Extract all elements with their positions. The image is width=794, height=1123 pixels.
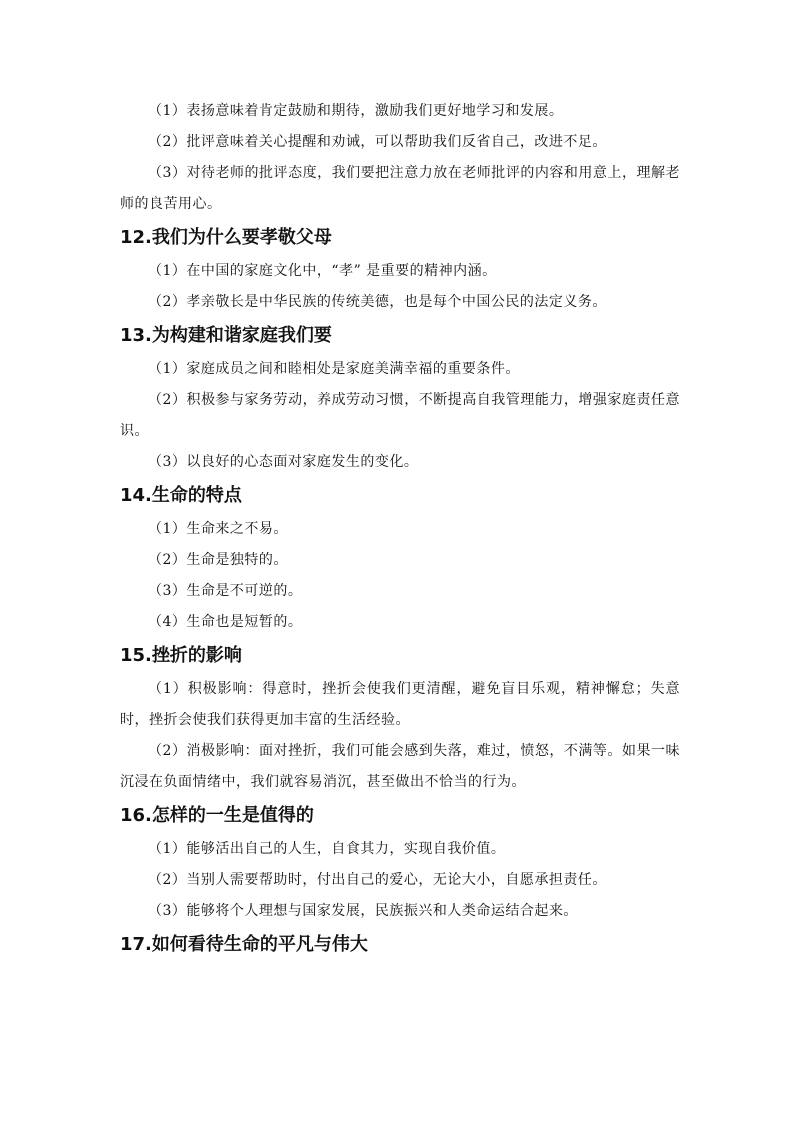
intro-paragraph-1: （1）表扬意味着肯定鼓励和期待，激励我们更好地学习和发展。 xyxy=(148,103,564,119)
section-13-item-3: （3）以良好的心态面对家庭发生的变化。 xyxy=(148,454,419,470)
section-16-item-1: （1）能够活出自己的人生，自食其力，实现自我价值。 xyxy=(148,841,506,857)
section-heading-16: 16.怎样的一生是值得的 xyxy=(120,805,314,826)
section-15-item-2: （2）消极影响：面对挫折，我们可能会感到失落，难过，愤怒，不满等。如果一味沉浸在负面情绪中，我们就容易消沉，甚至做出不恰当的行为。 xyxy=(120,743,680,790)
section-heading-17: 17.如何看待生命的平凡与伟大 xyxy=(120,934,368,955)
section-16-item-3: （3）能够将个人理想与国家发展，民族振兴和人类命运结合起来。 xyxy=(148,903,578,919)
section-14-item-4: （4）生命也是短暂的。 xyxy=(148,614,303,630)
section-13-item-1: （1）家庭成员之间和睦相处是家庭美满幸福的重要条件。 xyxy=(148,361,520,377)
section-16-item-2: （2）当别人需要帮助时，付出自己的爱心，无论大小，自愿承担责任。 xyxy=(148,872,607,888)
section-14-item-3: （3）生命是不可逆的。 xyxy=(148,583,303,599)
section-heading-12: 12.我们为什么要孝敬父母 xyxy=(120,227,332,248)
section-15-item-1: （1）积极影响：得意时，挫折会使我们更清醒，避免盲目乐观，精神懈怠；失意时，挫折会使我们获得更加丰富的生活经验。 xyxy=(120,681,680,728)
section-12-item-1: （1）在中国的家庭文化中，“孝” 是重要的精神内涵。 xyxy=(148,263,497,279)
intro-paragraph-3: （3）对待老师的批评态度，我们要把注意力放在老师批评的内容和用意上，理解老师的良苦用心。 xyxy=(120,165,680,212)
section-heading-13: 13.为构建和谐家庭我们要 xyxy=(120,325,332,346)
section-13-item-2: （2）积极参与家务劳动，养成劳动习惯，不断提高自我管理能力，增强家庭责任意识。 xyxy=(120,392,680,439)
intro-paragraph-2: （2）批评意味着关心提醒和劝诫，可以帮助我们反省自己，改进不足。 xyxy=(148,134,607,150)
section-14-item-1: （1）生命来之不易。 xyxy=(148,521,288,537)
document-page xyxy=(120,96,680,963)
section-heading-14: 14.生命的特点 xyxy=(120,485,242,506)
section-14-item-2: （2）生命是独特的。 xyxy=(148,552,288,568)
section-heading-15: 15.挫折的影响 xyxy=(120,645,242,666)
section-12-item-2: （2）孝亲敬长是中华民族的传统美德，也是每个中国公民的法定义务。 xyxy=(148,294,607,310)
